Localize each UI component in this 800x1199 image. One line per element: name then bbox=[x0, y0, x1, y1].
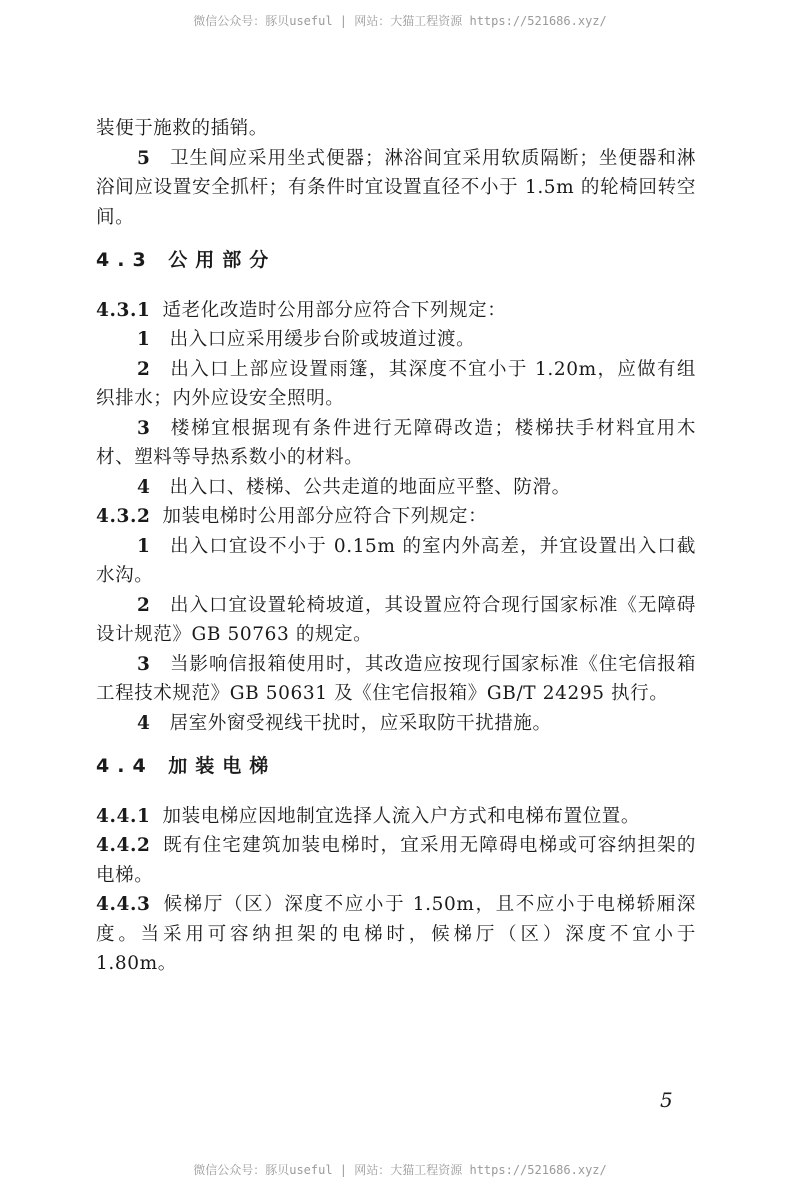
clause bbox=[96, 296, 696, 326]
watermark-footer: 微信公众号：豚贝useful | 网站：大猫工程资源 https://521686.xyz/ bbox=[193, 1163, 607, 1177]
list-item bbox=[96, 325, 696, 355]
page-number: 5 bbox=[660, 1088, 673, 1112]
list-item bbox=[96, 591, 696, 650]
clause-text: 加装电梯时公用部分应符合下列规定： bbox=[162, 506, 488, 527]
item-number: 5 bbox=[137, 147, 151, 169]
list-item bbox=[96, 355, 696, 414]
list-item bbox=[96, 532, 696, 591]
item-number: 3 bbox=[137, 653, 151, 675]
clause-number: 4.3.2 bbox=[96, 506, 151, 527]
clause-number: 4.4.3 bbox=[96, 894, 151, 915]
clause-number: 4.4.2 bbox=[96, 835, 151, 856]
clause bbox=[96, 502, 696, 532]
item-text: 出入口宜设置轮椅坡道，其设置应符合现行国家标准《无障碍设计规范》GB 50763 的规定。 bbox=[96, 594, 696, 645]
item-number: 1 bbox=[137, 329, 151, 350]
item-text: 出入口上部应设置雨篷，其深度不宜小于 1.20m，应做有组织排水；内外应设安全照明。 bbox=[96, 358, 696, 409]
section-heading: 4.4 加装电梯 bbox=[96, 755, 277, 777]
section-heading: 4.3 公用部分 bbox=[96, 249, 277, 271]
item-number: 4 bbox=[137, 476, 151, 498]
item-number: 2 bbox=[137, 594, 151, 616]
document-page bbox=[96, 114, 696, 979]
item-text: 卫生间应采用坐式便器；淋浴间宜采用软质隔断；坐便器和淋浴间应设置安全抓杆；有条件时宜设置直径不小于 1.5m 的轮椅回转空间。 bbox=[96, 147, 696, 228]
item-text: 出入口、楼梯、公共走道的地面应平整、防滑。 bbox=[169, 476, 571, 498]
item-text: 当影响信报箱使用时，其改造应按现行国家标准《住宅信报箱工程技术规范》GB 50631 及《住宅信报箱》GB/T 24295 执行。 bbox=[96, 653, 696, 704]
list-item bbox=[96, 414, 696, 473]
clause-text: 候梯厅（区）深度不应小于 1.50m，且不应小于电梯轿厢深度。当采用可容纳担架的电梯时，候梯厅（区）深度不宜小于 1.80m。 bbox=[96, 894, 696, 974]
clause-text: 既有住宅建筑加装电梯时，宜采用无障碍电梯或可容纳担架的电梯。 bbox=[96, 835, 696, 886]
continuation-text: 装便于施救的插销。 bbox=[96, 118, 268, 139]
clause-text: 适老化改造时公用部分应符合下列规定： bbox=[162, 299, 507, 321]
item-number: 4 bbox=[137, 712, 151, 734]
clause-number: 4.4.1 bbox=[96, 805, 151, 827]
item-number: 3 bbox=[137, 417, 151, 439]
item-text: 出入口应采用缓步台阶或坡道过渡。 bbox=[169, 329, 476, 350]
item-number: 1 bbox=[137, 535, 151, 557]
clause bbox=[96, 890, 696, 979]
list-item bbox=[96, 650, 696, 709]
item-number: 2 bbox=[137, 358, 151, 380]
watermark-header: 微信公众号：豚贝useful | 网站：大猫工程资源 https://521686.xyz/ bbox=[193, 14, 607, 28]
clause-number: 4.3.1 bbox=[96, 299, 151, 321]
list-item bbox=[96, 144, 696, 233]
item-text: 出入口宜设不小于 0.15m 的室内外高差，并宜设置出入口截水沟。 bbox=[96, 535, 696, 586]
item-text: 居室外窗受视线干扰时，应采取防干扰措施。 bbox=[169, 712, 552, 734]
clause-text: 加装电梯应因地制宜选择人流入户方式和电梯布置位置。 bbox=[162, 805, 641, 827]
list-item bbox=[96, 473, 696, 503]
clause bbox=[96, 831, 696, 890]
list-item bbox=[96, 709, 696, 739]
clause bbox=[96, 802, 696, 832]
item-text: 楼梯宜根据现有条件进行无障碍改造；楼梯扶手材料宜用木材、塑料等导热系数小的材料。 bbox=[96, 417, 696, 468]
